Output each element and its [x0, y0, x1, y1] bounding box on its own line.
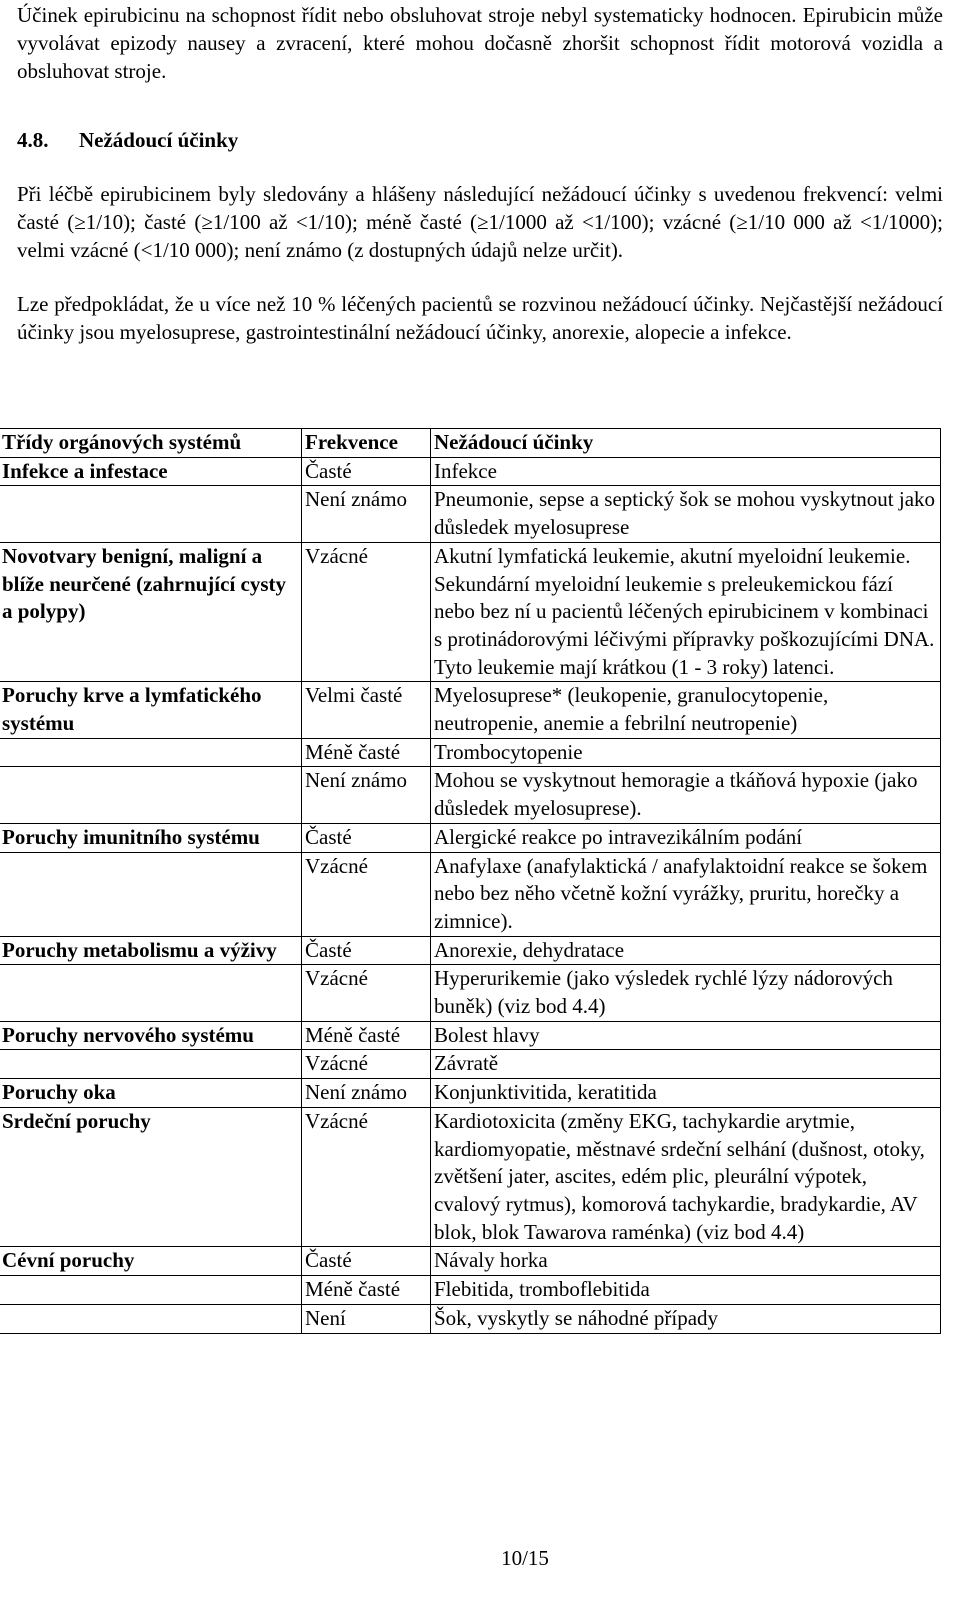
table-row	[0, 738, 941, 767]
organ-class-cell: Novotvary benigní, maligní a blíže neurčené (zahrnující cysty a polypy)	[0, 542, 302, 682]
table-row	[0, 1021, 941, 1050]
organ-class-cell: Poruchy imunitního systému	[0, 823, 302, 852]
organ-class-cell	[0, 965, 302, 1021]
organ-class-cell	[0, 1304, 302, 1333]
table-row	[0, 823, 941, 852]
table-header-row	[0, 429, 941, 458]
section-title: Nežádoucí účinky	[79, 128, 239, 152]
adverse-effect-cell: Bolest hlavy	[431, 1021, 941, 1050]
frequency-cell: Vzácné	[302, 1107, 431, 1247]
table-row	[0, 457, 941, 486]
table-row	[0, 1247, 941, 1276]
adverse-effect-cell: Hyperurikemie (jako výsledek rychlé lýzy nádorových buněk) (viz bod 4.4)	[431, 965, 941, 1021]
table-row	[0, 767, 941, 823]
summary-paragraph: Lze předpokládat, že u více než 10 % léčených pacientů se rozvinou nežádoucí účinky. Nejčastější nežádoucí účinky jsou myelosuprese, gastrointestinální nežádoucí účinky, anorexie, alopecie a infekce.	[17, 292, 943, 344]
frequency-cell: Méně časté	[302, 1276, 431, 1305]
header-adverse-effects: Nežádoucí účinky	[431, 429, 941, 458]
adverse-effect-cell: Anafylaxe (anafylaktická / anafylaktoidní reakce se šokem nebo bez něho včetně kožní vyrážky, pruritu, horečky a zimnice).	[431, 852, 941, 936]
adverse-effects-table	[0, 428, 941, 1334]
table-row	[0, 1050, 941, 1079]
header-organ-class: Třídy orgánových systémů	[0, 429, 302, 458]
adverse-effect-cell: Akutní lymfatická leukemie, akutní myeloidní leukemie. Sekundární myeloidní leukemie s preleukemickou fází nebo bez ní u pacientů léčených epirubicinem v kombinaci s protinádorovými léčivými přípravky poškozujícími DNA. Tyto leukemie mají krátkou (1 - 3 roky) latenci.	[431, 542, 941, 682]
table-row	[0, 1304, 941, 1333]
header-frequency: Frekvence	[302, 429, 431, 458]
adverse-effect-cell: Anorexie, dehydratace	[431, 936, 941, 965]
table-row	[0, 682, 941, 738]
organ-class-cell	[0, 852, 302, 936]
table-row	[0, 965, 941, 1021]
adverse-effect-cell: Mohou se vyskytnout hemoragie a tkáňová hypoxie (jako důsledek myelosuprese).	[431, 767, 941, 823]
adverse-effect-cell: Návaly horka	[431, 1247, 941, 1276]
adverse-effect-cell: Konjunktivitida, keratitida	[431, 1079, 941, 1108]
table-row	[0, 1107, 941, 1247]
frequency-cell: Není známo	[302, 1079, 431, 1108]
adverse-effect-cell: Myelosuprese* (leukopenie, granulocytopenie, neutropenie, anemie a febrilní neutropenie)	[431, 682, 941, 738]
table-row	[0, 1079, 941, 1108]
adverse-effects-table-body	[0, 429, 941, 1334]
frequency-cell: Vzácné	[302, 1050, 431, 1079]
organ-class-cell: Poruchy oka	[0, 1079, 302, 1108]
frequency-paragraph: Při léčbě epirubicinem byly sledovány a hlášeny následující nežádoucí účinky s uvedenou frekvencí: velmi časté (≥1/10); časté (≥1/100 až <1/10); méně časté (≥1/1000 až <1/100); vzácné (≥1/10 000 až <1/1000); velmi vzácné (<1/10 000); není známo (z dostupných údajů nelze určit).	[17, 182, 943, 262]
frequency-cell: Časté	[302, 936, 431, 965]
page-number: 10/15	[501, 1546, 549, 1570]
section-heading	[17, 126, 943, 154]
table-row	[0, 852, 941, 936]
frequency-cell: Méně časté	[302, 738, 431, 767]
organ-class-cell: Poruchy krve a lymfatického systému	[0, 682, 302, 738]
table-row	[0, 542, 941, 682]
adverse-effect-cell: Flebitida, tromboflebitida	[431, 1276, 941, 1305]
adverse-effect-cell: Alergické reakce po intravezikálním podání	[431, 823, 941, 852]
frequency-cell: Není známo	[302, 486, 431, 542]
frequency-cell: Není známo	[302, 767, 431, 823]
adverse-effect-cell: Šok, vyskytly se náhodné případy	[431, 1304, 941, 1333]
table-row	[0, 1276, 941, 1305]
organ-class-cell	[0, 1050, 302, 1079]
organ-class-cell: Poruchy metabolismu a výživy	[0, 936, 302, 965]
table-row	[0, 486, 941, 542]
adverse-effect-cell: Trombocytopenie	[431, 738, 941, 767]
adverse-effect-cell: Pneumonie, sepse a septický šok se mohou vyskytnout jako důsledek myelosuprese	[431, 486, 941, 542]
organ-class-cell: Infekce a infestace	[0, 457, 302, 486]
section-number: 4.8.	[17, 128, 49, 152]
frequency-cell: Méně časté	[302, 1021, 431, 1050]
adverse-effect-cell: Kardiotoxicita (změny EKG, tachykardie arytmie, kardiomyopatie, městnavé srdeční selhání (dušnost, otoky, zvětšení jater, ascites, edém plic, pleurální výpotek, cvalový rytmus), komorová tachykardie, bradykardie, AV blok, blok Tawarova raménka) (viz bod 4.4)	[431, 1107, 941, 1247]
organ-class-cell: Cévní poruchy	[0, 1247, 302, 1276]
organ-class-cell	[0, 486, 302, 542]
frequency-cell: Časté	[302, 1247, 431, 1276]
intro-paragraph: Účinek epirubicinu na schopnost řídit nebo obsluhovat stroje nebyl systematicky hodnocen. Epirubicin může vyvolávat epizody nausey a zvracení, které mohou dočasně zhoršit schopnost řídit motorová vozidla a obsluhovat stroje.	[17, 3, 943, 83]
adverse-effect-cell: Infekce	[431, 457, 941, 486]
frequency-cell: Časté	[302, 457, 431, 486]
frequency-cell: Vzácné	[302, 542, 431, 682]
organ-class-cell	[0, 1276, 302, 1305]
table-row	[0, 936, 941, 965]
adverse-effect-cell: Závratě	[431, 1050, 941, 1079]
frequency-cell: Vzácné	[302, 965, 431, 1021]
organ-class-cell	[0, 738, 302, 767]
frequency-cell: Časté	[302, 823, 431, 852]
frequency-cell: Vzácné	[302, 852, 431, 936]
organ-class-cell: Srdeční poruchy	[0, 1107, 302, 1247]
document-page	[17, 0, 943, 346]
frequency-cell: Velmi časté	[302, 682, 431, 738]
organ-class-cell: Poruchy nervového systému	[0, 1021, 302, 1050]
frequency-cell: Není	[302, 1304, 431, 1333]
organ-class-cell	[0, 767, 302, 823]
